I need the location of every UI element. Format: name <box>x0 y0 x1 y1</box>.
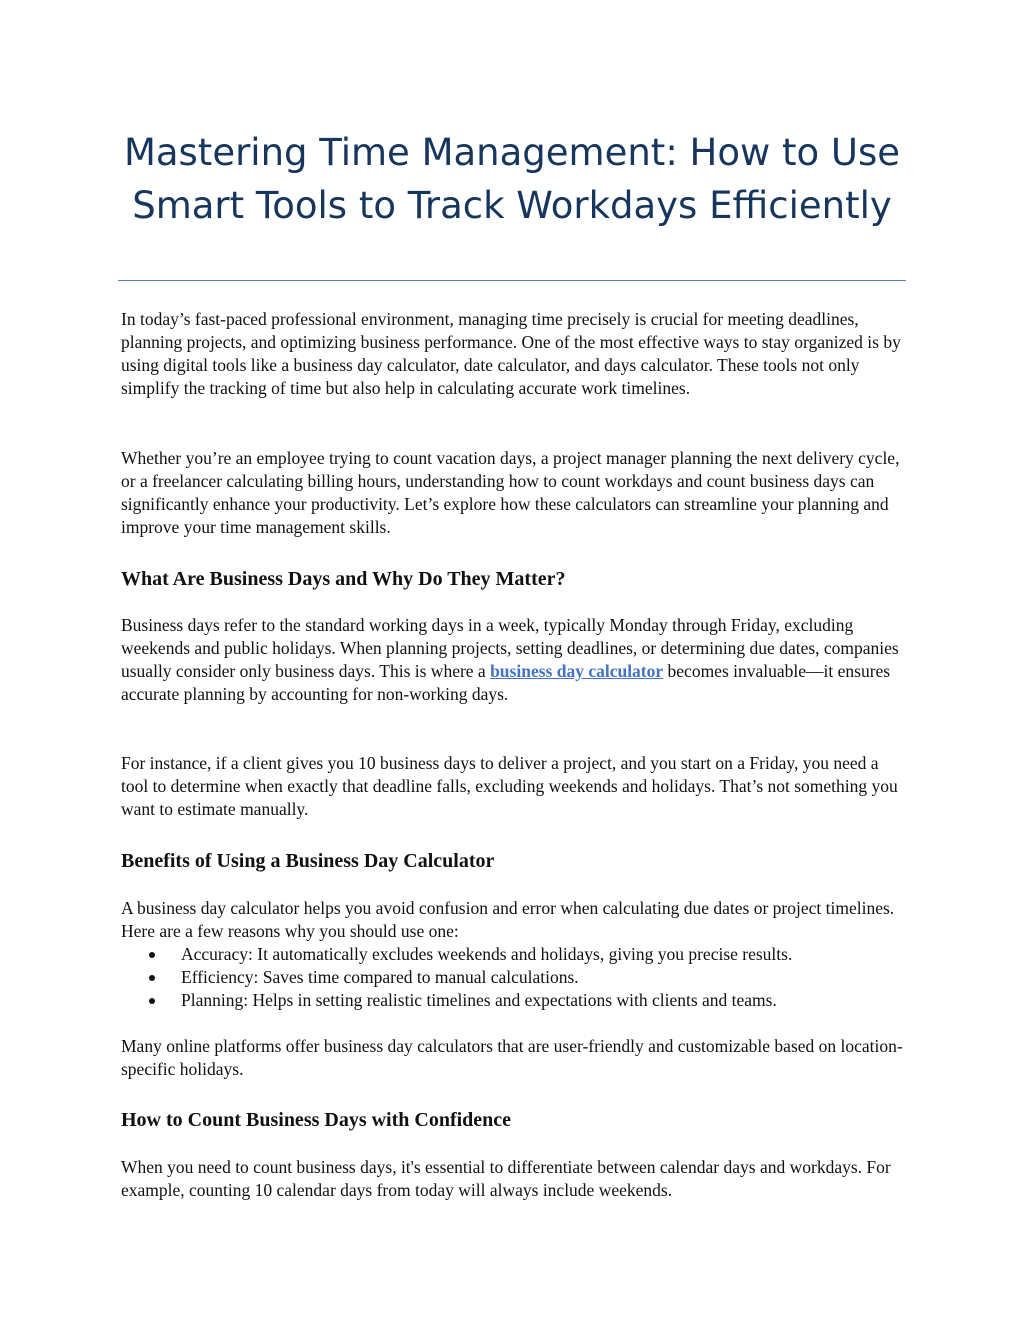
list-item-text: Accuracy: It automatically excludes weekends and holidays, giving you precise results. <box>181 944 793 964</box>
list-item <box>121 989 906 1012</box>
section-heading-count-business-days: How to Count Business Days with Confidence <box>121 1109 512 1131</box>
section-heading-benefits: Benefits of Using a Business Day Calculator <box>121 850 495 872</box>
count-days-paragraph: When you need to count business days, it's essential to differentiate between calendar days and workdays. For example, counting 10 calendar days from today will always include weekends. <box>121 1157 891 1200</box>
bullet-icon <box>149 998 155 1004</box>
business-days-paragraph <box>121 614 906 706</box>
business-day-calculator-link[interactable]: business day calculator <box>490 661 664 681</box>
list-item-text: Planning: Helps in setting realistic timelines and expectations with clients and teams. <box>181 990 777 1010</box>
business-days-text-end: becomes invaluable—it ensures accurate planning by accounting for non-working days. <box>121 661 891 704</box>
list-item <box>121 966 906 989</box>
benefits-list <box>121 943 906 1012</box>
deadline-example-paragraph: For instance, if a client gives you 10 business days to deliver a project, and you start on a Friday, you need a tool to determine when exactly that deadline falls, excluding weekends and holidays. That’s not something you want to estimate manually. <box>121 753 898 819</box>
business-days-text-start: Business days refer to the standard working days in a week, typically Monday through Friday, excluding weekends and public holidays. When planning projects, setting deadlines, or determining due dates, companies usually consider only business days. This is where a <box>121 615 899 681</box>
online-platforms-paragraph: Many online platforms offer business day calculators that are user-friendly and customizable based on location-specific holidays. <box>121 1036 903 1079</box>
intro-paragraph-2: Whether you’re an employee trying to count vacation days, a project manager planning the next delivery cycle, or a freelancer calculating billing hours, understanding how to count workdays and count business days can significantly enhance your productivity. Let’s explore how these calculators can streamline your planning and improve your time management skills. <box>121 448 900 537</box>
bullet-icon <box>149 952 155 958</box>
section-heading-business-days: What Are Business Days and Why Do They Matter? <box>121 568 566 590</box>
list-item <box>121 943 906 966</box>
intro-paragraph-1: In today’s fast-paced professional environment, managing time precisely is crucial for meeting deadlines, planning projects, and optimizing business performance. One of the most effective ways to stay organized is by using digital tools like a business day calculator, date calculator, and days calculator. These tools not only simplify the tracking of time but also help in calculating accurate work timelines. <box>121 309 901 398</box>
page-title: Mastering Time Management: How to Use Smart Tools to Track Workdays Efficiently <box>123 131 901 227</box>
list-item-text: Efficiency: Saves time compared to manual calculations. <box>181 967 579 987</box>
benefits-intro-paragraph: A business day calculator helps you avoid confusion and error when calculating due dates or project timelines. Here are a few reasons why you should use one: <box>121 898 895 941</box>
title-divider <box>118 280 906 281</box>
bullet-icon <box>149 975 155 981</box>
